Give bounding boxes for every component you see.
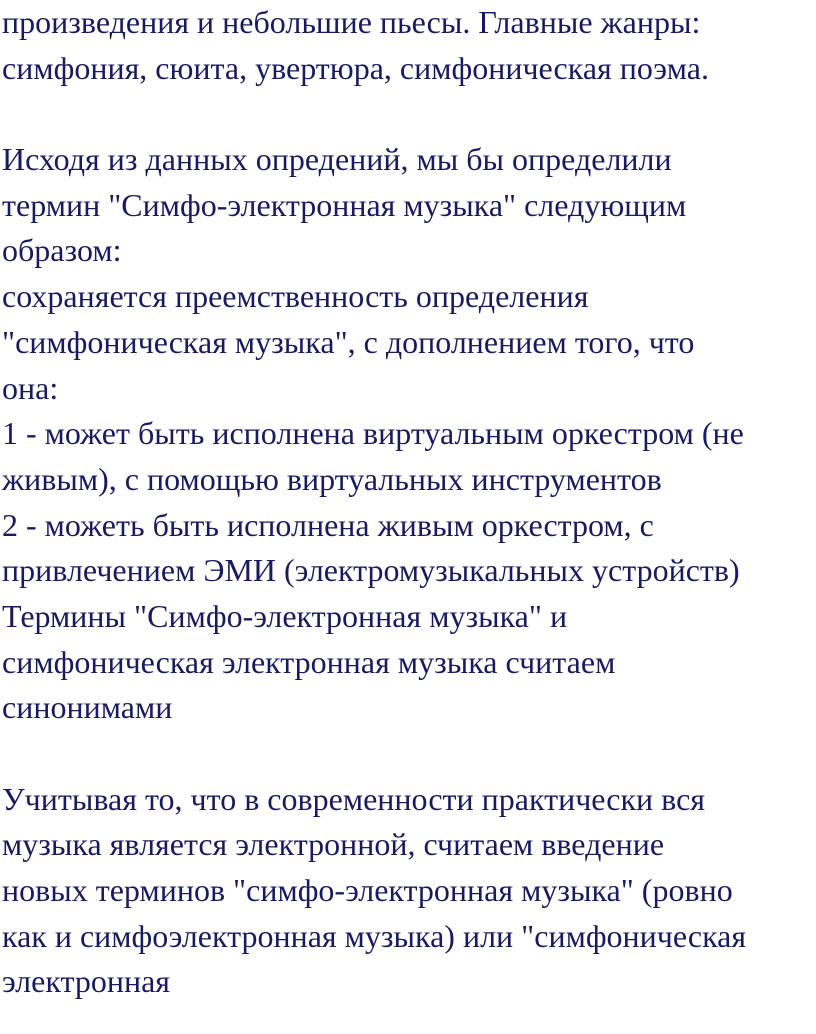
text-line: живым), с помощью виртуальных инструментов [2,460,662,497]
text-line: сохраняется преемственность определения [2,278,589,315]
paragraph-spacer [2,731,814,777]
text-line: произведения и небольшие пьесы. Главные жанры: [2,4,701,40]
text-line: музыка является электронной, считаем введение [2,826,665,863]
paragraph-genres [2,0,814,91]
text-line: "симфоническая музыка", с дополнением того, что [2,323,695,360]
list-item-2: 2 - можеть быть исполнена живым оркестром, с [2,506,654,543]
text-line: как и симфоэлектронная музыка) или "симфоническая [2,917,747,954]
text-line: симфоническая электронная музыка считаем [2,643,616,680]
text-line: Исходя из данных опредений, мы бы определили [2,141,672,178]
text-line: привлечением ЭМИ (электромузыкальных устройств) [2,552,740,589]
paragraph-definition [2,137,814,731]
text-line: термин "Симфо-электронная музыка" следующим [2,186,687,223]
text-line: Учитывая то, что в современности практически вся [2,780,705,817]
text-line: электронная [2,963,170,1000]
document-page [2,0,814,1005]
text-line: она: [2,369,59,406]
paragraph-spacer [2,91,814,137]
text-line: новых терминов "симфо-электронная музыка" (ровно [2,872,733,909]
list-item-1: 1 - может быть исполнена виртуальным оркестром (не [2,415,744,452]
text-line: синонимами [2,689,173,726]
text-line: симфония, сюита, увертюра, симфоническая поэма. [2,49,709,86]
paragraph-conclusion [2,777,814,1005]
text-line: образом: [2,232,122,269]
text-line: Термины "Симфо-электронная музыка" и [2,597,568,634]
